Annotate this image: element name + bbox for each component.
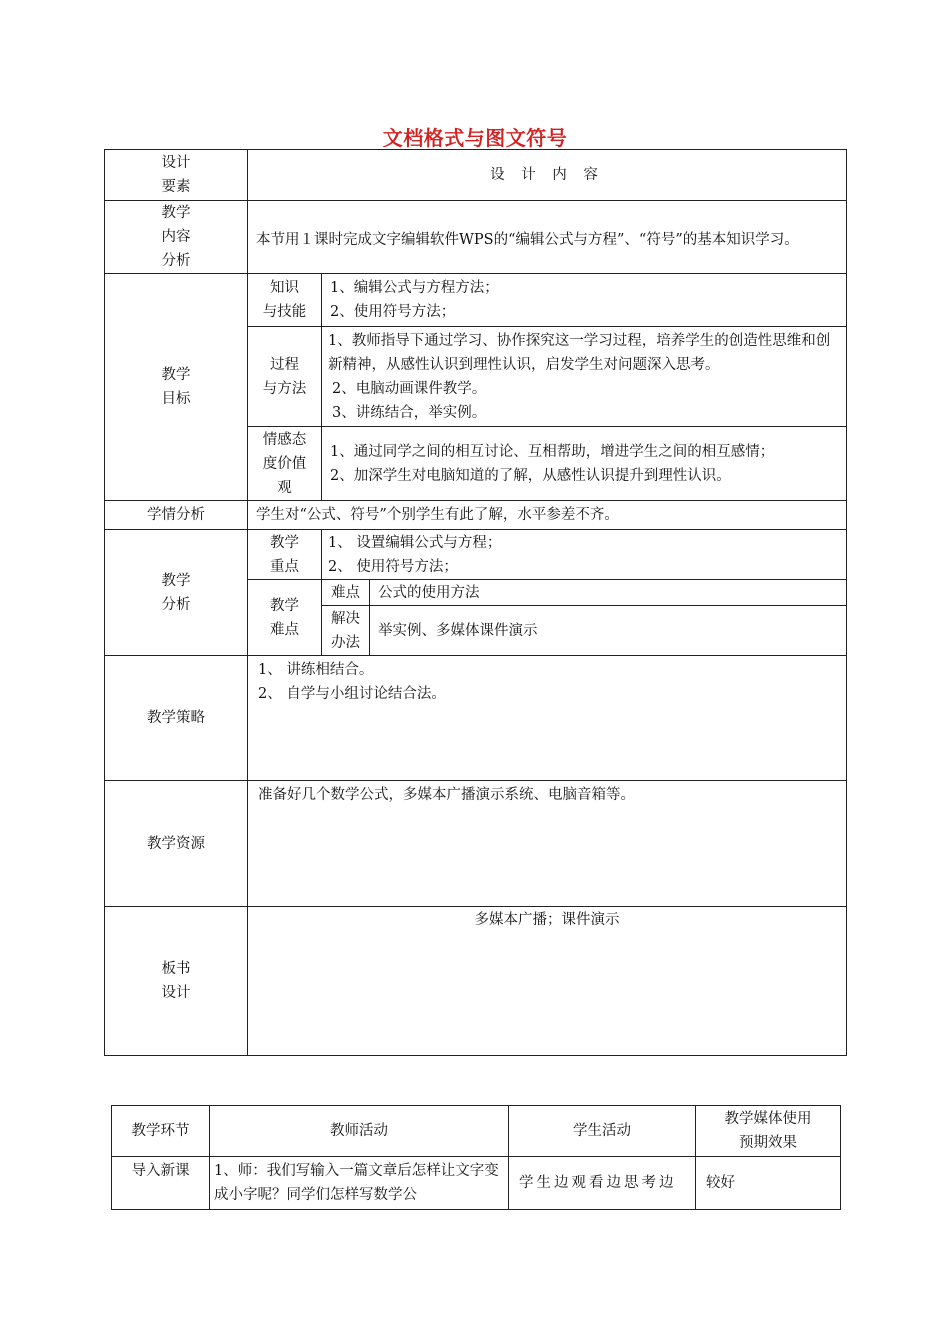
difficulties-label: 教学 <box>270 597 299 614</box>
strategy-item: 2、 自学与小组讨论结合法。 <box>258 686 446 702</box>
resources-text: 准备好几个数学公式，多媒本广播演示系统、电脑音箱等。 <box>248 781 847 907</box>
difficulty-label: 难点 <box>322 580 370 606</box>
resources-label: 教学资源 <box>105 781 248 907</box>
situation-text: 学生对“公式、符号”个别学生有此了解，水平参差不齐。 <box>248 501 847 530</box>
solution-text: 举实例、多媒体课件演示 <box>370 606 847 656</box>
analysis-label: 教学 <box>161 572 191 589</box>
situation-label: 学情分析 <box>105 501 248 530</box>
board-row: 板书 设计 多媒本广播；课件演示 <box>105 907 847 1056</box>
key-point-item: 2、 使用符号方法； <box>328 558 458 575</box>
analysis-solution-row: 解决 办法 举实例、多媒体课件演示 <box>105 606 847 656</box>
objectives-emotion-row: 情感态 度价值 观 1、通过同学之间的相互讨论、互相帮助，增进学生之间的相互感情； 2、加深学生对电脑知道的了解，从感性认识提升到理性认识。 <box>105 427 847 501</box>
process-header-row: 教学环节 教师活动 学生活动 教学媒体使用 预期效果 <box>112 1106 841 1157</box>
analysis-difficulty-row: 教学 难点 难点 公式的使用方法 <box>105 580 847 606</box>
process-label: 过程 <box>270 356 299 373</box>
board-text: 多媒本广播；课件演示 <box>474 912 620 928</box>
row-teacher: 1、师：我们写输入一篇文章后怎样让文字变成小字呢？同学们怎样写数学公 <box>210 1157 509 1210</box>
content-analysis-text: 本节用１课时完成文字编辑软件WPS的“编辑公式与方程”、“符号”的基本知识学习。 <box>248 201 847 274</box>
board-label: 板书 <box>161 961 191 977</box>
knowledge-item: 2、使用符号方法； <box>330 304 456 320</box>
teaching-process-table <box>111 1105 841 1210</box>
strategy-label: 教学策略 <box>105 656 248 781</box>
key-points-label: 教学 <box>270 534 299 551</box>
knowledge-item: 1、编辑公式与方程方法； <box>330 280 499 296</box>
process-item: 2、电脑动画课件教学。 <box>332 380 487 397</box>
analysis-key-row: 教学 分析 教学 重点 1、 设置编辑公式与方程； 2、 使用符号方法； <box>105 530 847 580</box>
lesson-design-table <box>104 149 847 1056</box>
emotion-item: 2、加深学生对电脑知道的了解，从感性认识提升到理性认识。 <box>330 467 731 484</box>
difficulty-text: 公式的使用方法 <box>370 580 847 606</box>
objectives-process-row: 过程 与方法 1、教师指导下通过学习、协作探究这一学习过程，培养学生的创造性思维和创新精神，从感性认识到理性认识，启发学生对问题深入思考。 2、电脑动画课件教学。 3、讲练结合，举实例。 <box>105 327 847 427</box>
row-stage: 导入新课 <box>112 1157 210 1210</box>
header-teacher: 教师活动 <box>210 1106 509 1157</box>
design-content-header: 设 计 内 容 <box>248 150 847 201</box>
page-title: 文档格式与图文符号 <box>382 126 568 150</box>
solution-label: 解决 <box>331 610 360 627</box>
header-media: 教学媒体使用 <box>724 1111 812 1127</box>
objectives-knowledge-row: 教学 目标 知识 与技能 1、编辑公式与方程方法； 2、使用符号方法； <box>105 274 847 327</box>
situation-row <box>105 501 847 530</box>
design-header-row: 设计 要素 设 计 内 容 <box>105 150 847 201</box>
resources-row <box>105 781 847 907</box>
process-item: 3、讲练结合，举实例。 <box>332 404 487 421</box>
knowledge-label: 知识 <box>270 280 299 296</box>
row-media: 较好 <box>696 1157 841 1210</box>
objectives-label: 教学 <box>161 367 191 383</box>
key-point-item: 1、 设置编辑公式与方程； <box>328 534 502 551</box>
header-student: 学生活动 <box>509 1106 696 1157</box>
design-label: 设计 <box>161 155 191 171</box>
header-stage: 教学环节 <box>112 1106 210 1157</box>
content-analysis-label: 教学 <box>161 205 191 221</box>
content-analysis-row: 教学 内容 分析 本节用１课时完成文字编辑软件WPS的“编辑公式与方程”、“符号”的基本知识学习。 <box>105 201 847 274</box>
row-student: 学生边观看边思考边 <box>509 1157 696 1210</box>
emotion-item: 1、通过同学之间的相互讨论、互相帮助，增进学生之间的相互感情； <box>330 443 775 460</box>
emotion-label: 情感态 <box>262 431 307 448</box>
strategy-item: 1、 讲练相结合。 <box>258 662 374 678</box>
strategy-row <box>105 656 847 781</box>
table-row <box>112 1157 841 1210</box>
process-item: 1、教师指导下通过学习、协作探究这一学习过程，培养学生的创造性思维和创新精神，从感性认识到理性认识，启发学生对问题深入思考。 <box>328 332 831 373</box>
